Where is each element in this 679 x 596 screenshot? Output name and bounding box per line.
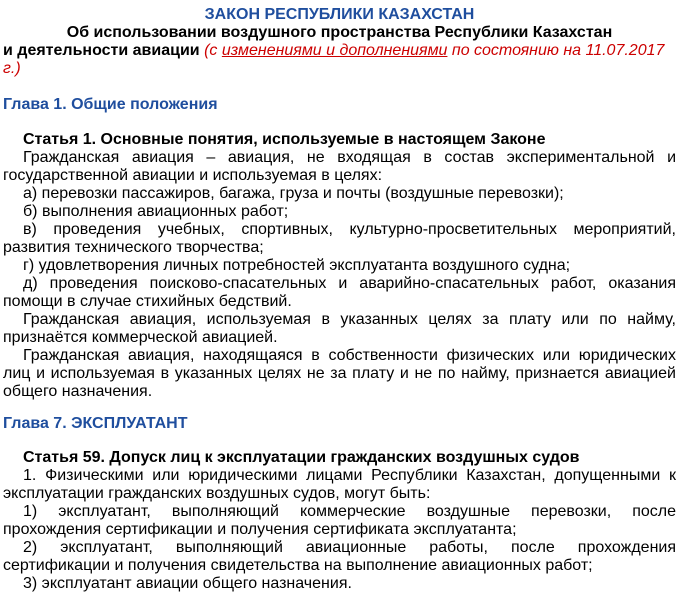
law-title: ЗАКОН РЕСПУБЛИКИ КАЗАХСТАН <box>204 6 475 23</box>
paragraph: Гражданская авиация – авиация, не входящая в состав экспериментальной и государственной авиации и используемая в целях: <box>3 149 676 184</box>
paragraph: Гражданская авиация, находящаяся в собственности физических или юридических лиц и используемая в указанных целях не за плату и не по найму, признается авиацией общего назначения. <box>3 347 676 400</box>
law-subtitle-line-1: Об использовании воздушного пространства Республики Казахстан <box>66 24 613 41</box>
note-open: (с <box>204 42 222 59</box>
chapter-1-heading: Глава 1. Общие положения <box>3 96 218 113</box>
paragraph: а) перевозки пассажиров, багажа, груза и почты (воздушные перевозки); <box>23 185 564 202</box>
paragraph: б) выполнения авиационных работ; <box>23 203 289 220</box>
paragraph: 3) эксплуатант авиации общего назначения. <box>23 575 352 592</box>
law-subtitle-line-2 <box>0 42 679 78</box>
amendments-link[interactable]: изменениями и дополнениями <box>221 42 448 59</box>
paragraph: 1. Физическими или юридическими лицами Республики Казахстан, допущенными к эксплуатации гражданских воздушных судов, могут быть: <box>3 467 676 502</box>
paragraph: г) удовлетворения личных потребностей эксплуатанта воздушного судна; <box>23 257 571 274</box>
chapter-7-heading: Глава 7. ЭКСПЛУАТАНТ <box>3 415 188 432</box>
paragraph: 2) эксплуатант, выполняющий авиационные работы, после прохождения сертификации и получения свидетельства на выполнение авиационных работ; <box>3 539 676 574</box>
paragraph: 1) эксплуатант, выполняющий коммерческие воздушные перевозки, после прохождения сертификации и получения сертификата эксплуатанта; <box>3 503 676 538</box>
article-59-heading: Статья 59. Допуск лиц к эксплуатации гражданских воздушных судов <box>23 449 580 466</box>
article-1-heading: Статья 1. Основные понятия, используемые в настоящем Законе <box>23 131 546 148</box>
paragraph: Гражданская авиация, используемая в указанных целях за плату или по найму, признаётся коммерческой авиацией. <box>3 311 676 346</box>
paragraph: д) проведения поисково-спасательных и аварийно-спасательных работ, оказания помощи в случае стихийных бедствий. <box>3 275 676 310</box>
law-subtitle-text: и деятельности авиации <box>3 42 200 59</box>
note-close: по состоянию на 11.07.2017 г.) <box>3 42 665 77</box>
paragraph: в) проведения учебных, спортивных, культурно-просветительных мероприятий, развития технического творчества; <box>3 221 676 256</box>
